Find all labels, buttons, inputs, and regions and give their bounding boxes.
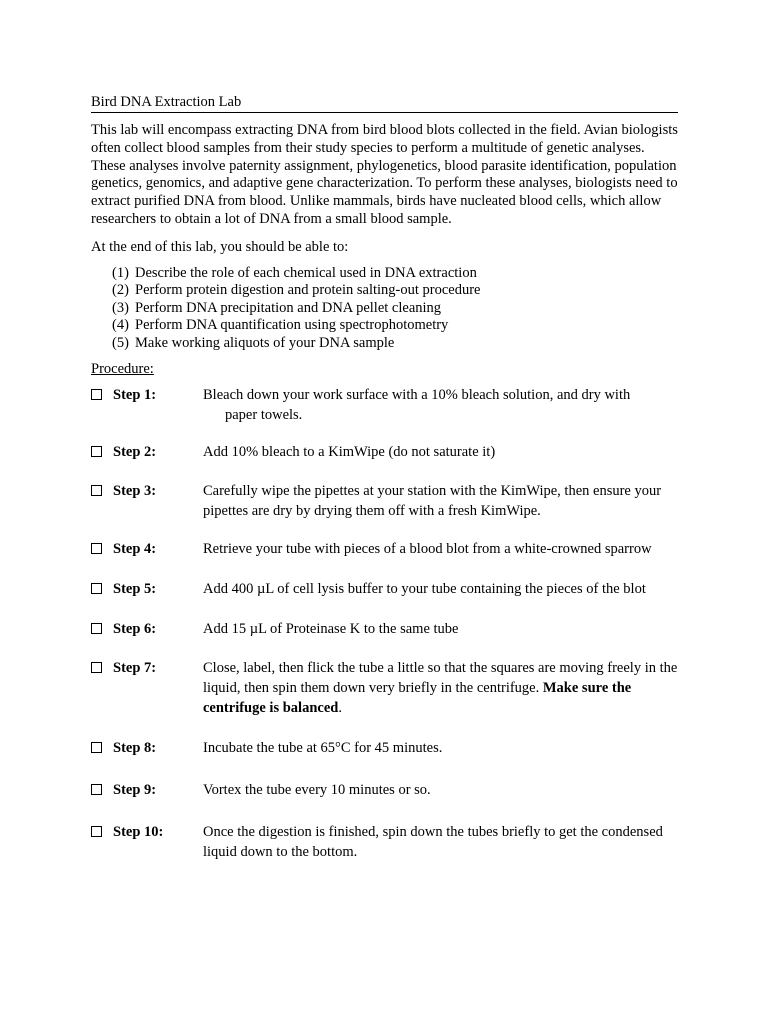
step-checkbox[interactable]	[91, 583, 102, 594]
step-checkbox[interactable]	[91, 485, 102, 496]
step-5: Step 5: Add 400 µL of cell lysis buffer to your tube containing the pieces of the blot	[91, 582, 678, 622]
list-item: (3) Perform DNA precipitation and DNA pellet cleaning	[112, 299, 442, 316]
objectives-list	[91, 265, 678, 353]
step-checkbox[interactable]	[91, 826, 102, 837]
procedure-heading: Procedure:	[91, 360, 154, 377]
list-item: (2) Perform protein digestion and protein salting-out procedure	[112, 282, 481, 299]
step-checkbox[interactable]	[91, 446, 102, 457]
objectives-intro: At the end of this lab, you should be able to:	[91, 238, 349, 255]
step-checkbox[interactable]	[91, 623, 102, 634]
step-6: Step 6: Add 15 µL of Proteinase K to the same tube	[91, 622, 678, 661]
step-checkbox[interactable]	[91, 662, 102, 673]
list-item: (1) Describe the role of each chemical used in DNA extraction	[112, 264, 477, 281]
document-page	[91, 93, 678, 869]
list-item: (4) Perform DNA quantification using spectrophotometry	[112, 317, 449, 334]
step-checkbox[interactable]	[91, 543, 102, 554]
step-9: Step 9: Vortex the tube every 10 minutes or so.	[91, 783, 678, 825]
step-8: Step 8: Incubate the tube at 65°C for 45 minutes.	[91, 741, 678, 783]
list-item: (5) Make working aliquots of your DNA sample	[112, 334, 395, 351]
step-3: Step 3: Carefully wipe the pipettes at your station with the KimWipe, then ensure your pipettes are dry by drying them off with a fresh KimWipe.	[91, 484, 678, 542]
step-checkbox[interactable]	[91, 742, 102, 753]
step-10: Step 10: Once the digestion is finished, spin down the tubes briefly to get the condensed liquid down to the bottom.	[91, 825, 678, 869]
step-7: Step 7: Close, label, then flick the tube a little so that the squares are moving freely in the liquid, then spin them down very briefly in the centrifuge. Make sure the centrifuge is balanced.	[91, 661, 678, 741]
step-checkbox[interactable]	[91, 389, 102, 400]
page-title: Bird DNA Extraction Lab	[91, 93, 678, 113]
step-2: Step 2: Add 10% bleach to a KimWipe (do not saturate it)	[91, 445, 678, 484]
step-1: Step 1: Bleach down your work surface with a 10% bleach solution, and dry with paper towels.	[91, 388, 678, 445]
intro-paragraph: This lab will encompass extracting DNA from bird blood blots collected in the field. Avian biologists often collect blood samples from their study species to perform a multitude of genetic analyses. These analyses involve paternity assignment, phylogenetics, blood parasite identification, population genetics, genomics, and adaptive gene characterization. To perform these analyses, biologists need to extract purified DNA from blood. Unlike mammals, birds have nucleated blood cells, which allow researchers to obtain a lot of DNA from a small blood sample.	[91, 122, 678, 227]
step-4: Step 4: Retrieve your tube with pieces of a blood blot from a white-crowned sparrow	[91, 542, 678, 582]
step-checkbox[interactable]	[91, 784, 102, 795]
